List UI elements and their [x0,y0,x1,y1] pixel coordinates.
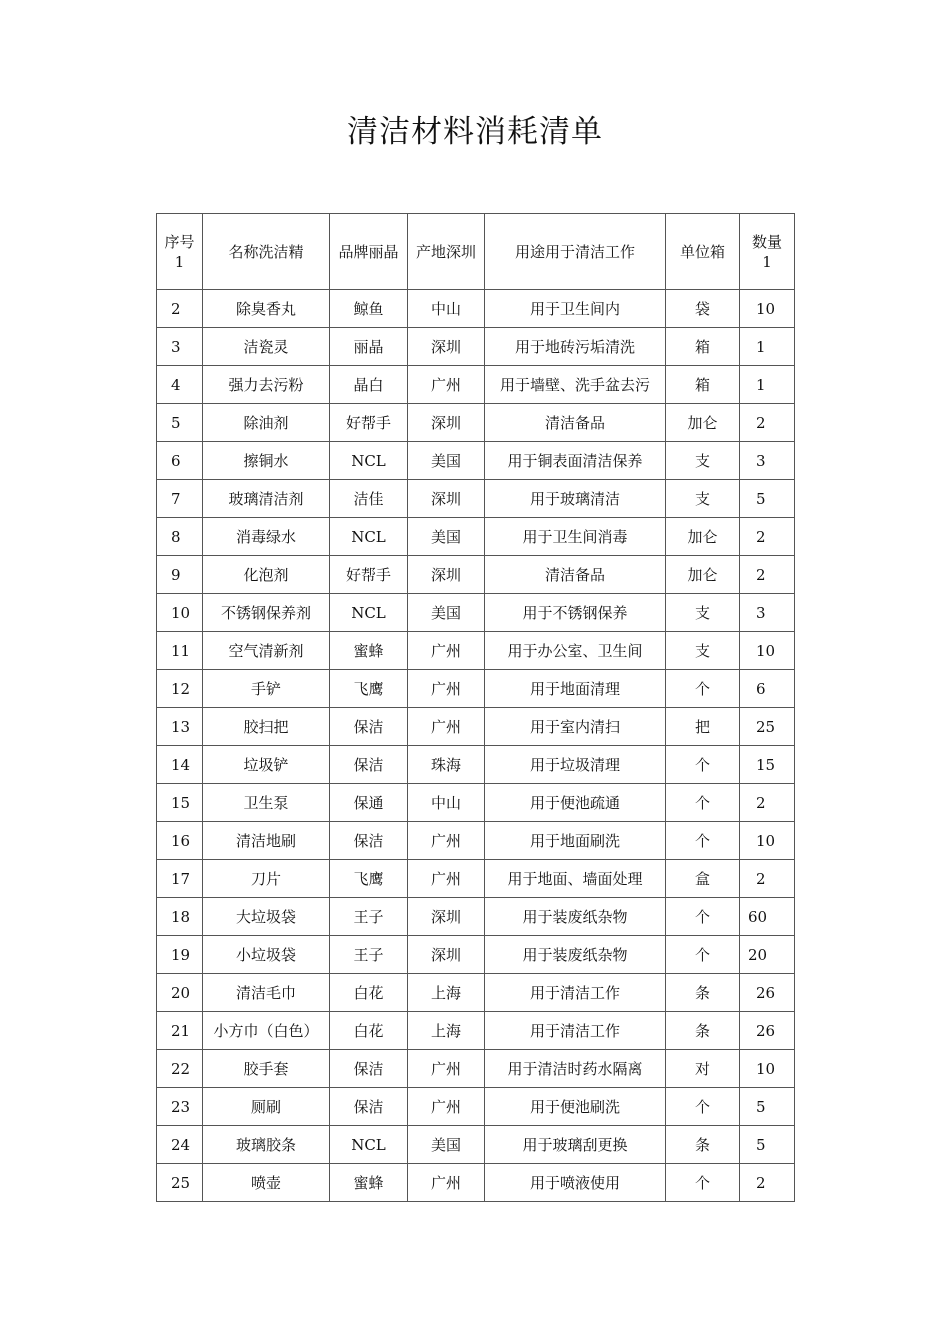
cell-seq: 6 [157,442,203,480]
cell-origin: 上海 [408,974,485,1012]
cell-qty: 5 [740,1126,795,1164]
cell-brand: 保洁 [330,822,408,860]
cell-origin: 深圳 [408,404,485,442]
cell-qty: 2 [740,518,795,556]
cell-origin: 广州 [408,1050,485,1088]
cell-unit: 支 [666,594,740,632]
cell-name: 胶手套 [203,1050,330,1088]
cell-brand: 白花 [330,1012,408,1050]
cell-name: 喷壶 [203,1164,330,1202]
cell-brand: 好帮手 [330,556,408,594]
table-row [157,784,795,822]
cell-origin: 珠海 [408,746,485,784]
cell-seq: 7 [157,480,203,518]
cell-use: 用于地面、墙面处理 [485,860,666,898]
cell-unit: 把 [666,708,740,746]
cell-use: 用于玻璃刮更换 [485,1126,666,1164]
table-row [157,632,795,670]
cell-use: 用于卫生间消毒 [485,518,666,556]
cell-use: 用于喷液使用 [485,1164,666,1202]
cell-name: 厕刷 [203,1088,330,1126]
cell-unit: 个 [666,670,740,708]
table-row [157,1088,795,1126]
cell-unit: 袋 [666,290,740,328]
table-row [157,556,795,594]
table-row [157,480,795,518]
cell-unit: 加仑 [666,404,740,442]
cell-use: 用于装废纸杂物 [485,936,666,974]
cell-origin: 深圳 [408,328,485,366]
cell-qty: 3 [740,594,795,632]
cell-name: 强力去污粉 [203,366,330,404]
cell-use: 用于地面清理 [485,670,666,708]
cell-qty: 2 [740,784,795,822]
header-brand: 品牌丽晶 [330,214,408,290]
cell-brand: NCL [330,594,408,632]
cell-origin: 美国 [408,442,485,480]
cell-name: 空气清新剂 [203,632,330,670]
cell-name: 清洁地刷 [203,822,330,860]
header-use: 用途用于清洁工作 [485,214,666,290]
header-seq-first: 1 [174,252,185,271]
cell-seq: 20 [157,974,203,1012]
cell-qty: 2 [740,860,795,898]
cell-qty: 60 [740,898,795,936]
cell-origin: 深圳 [408,936,485,974]
cell-use: 用于铜表面清洁保养 [485,442,666,480]
header-seq-label: 序号 [164,232,195,251]
cell-brand: 洁佳 [330,480,408,518]
cell-seq: 2 [157,290,203,328]
cell-qty: 10 [740,1050,795,1088]
cell-use: 用于垃圾清理 [485,746,666,784]
cell-seq: 14 [157,746,203,784]
cell-seq: 18 [157,898,203,936]
cell-name: 手铲 [203,670,330,708]
cell-brand: 王子 [330,898,408,936]
cell-use: 用于墙壁、洗手盆去污 [485,366,666,404]
table-row [157,442,795,480]
table-row [157,328,795,366]
cell-origin: 广州 [408,860,485,898]
table-row [157,898,795,936]
table-row [157,670,795,708]
table-header-row [157,214,795,290]
cell-qty: 26 [740,974,795,1012]
cell-unit: 个 [666,936,740,974]
cell-unit: 条 [666,1126,740,1164]
cell-unit: 个 [666,1164,740,1202]
cell-seq: 13 [157,708,203,746]
cell-origin: 美国 [408,594,485,632]
header-seq [157,214,203,290]
table-row [157,404,795,442]
cell-name: 清洁毛巾 [203,974,330,1012]
cell-name: 擦铜水 [203,442,330,480]
cell-qty: 20 [740,936,795,974]
cell-unit: 个 [666,1088,740,1126]
cell-use: 用于便池刷洗 [485,1088,666,1126]
table-row [157,936,795,974]
cell-qty: 5 [740,1088,795,1126]
cell-use: 用于不锈钢保养 [485,594,666,632]
cell-unit: 个 [666,746,740,784]
cell-brand: NCL [330,518,408,556]
cell-use: 用于办公室、卫生间 [485,632,666,670]
cell-qty: 10 [740,822,795,860]
cell-unit: 加仑 [666,518,740,556]
cell-qty: 6 [740,670,795,708]
cell-qty: 25 [740,708,795,746]
cell-brand: 飞鹰 [330,670,408,708]
table-row [157,366,795,404]
cell-use: 清洁备品 [485,404,666,442]
header-qty-first: 1 [762,252,772,271]
cell-name: 大垃圾袋 [203,898,330,936]
header-origin: 产地深圳 [408,214,485,290]
cell-seq: 5 [157,404,203,442]
cell-name: 胶扫把 [203,708,330,746]
table-row [157,1012,795,1050]
cell-brand: 保洁 [330,1050,408,1088]
cell-unit: 箱 [666,366,740,404]
consumables-table [156,213,795,1202]
cell-brand: 王子 [330,936,408,974]
cell-qty: 26 [740,1012,795,1050]
cell-name: 垃圾铲 [203,746,330,784]
cell-brand: NCL [330,442,408,480]
table-row [157,290,795,328]
cell-use: 清洁备品 [485,556,666,594]
cell-origin: 广州 [408,708,485,746]
cell-unit: 支 [666,480,740,518]
cell-brand: 丽晶 [330,328,408,366]
cell-name: 化泡剂 [203,556,330,594]
header-qty-label: 数量 [751,232,782,251]
cell-origin: 美国 [408,1126,485,1164]
table-row [157,1050,795,1088]
table-row [157,594,795,632]
table-row [157,1164,795,1202]
cell-seq: 25 [157,1164,203,1202]
cell-seq: 19 [157,936,203,974]
cell-brand: 保洁 [330,708,408,746]
cell-origin: 美国 [408,518,485,556]
cell-seq: 10 [157,594,203,632]
cell-qty: 2 [740,1164,795,1202]
cell-qty: 2 [740,556,795,594]
cell-name: 洁瓷灵 [203,328,330,366]
cell-name: 除油剂 [203,404,330,442]
cell-unit: 个 [666,822,740,860]
header-qty [740,214,795,290]
cell-brand: 蜜蜂 [330,632,408,670]
document-title: 清洁材料消耗清单 [347,114,603,150]
cell-seq: 15 [157,784,203,822]
cell-qty: 10 [740,632,795,670]
table-row [157,1126,795,1164]
cell-origin: 中山 [408,784,485,822]
cell-origin: 深圳 [408,898,485,936]
cell-name: 小垃圾袋 [203,936,330,974]
cell-seq: 22 [157,1050,203,1088]
cell-seq: 8 [157,518,203,556]
cell-unit: 箱 [666,328,740,366]
table-row [157,860,795,898]
cell-use: 用于装废纸杂物 [485,898,666,936]
cell-brand: 白花 [330,974,408,1012]
cell-origin: 深圳 [408,556,485,594]
header-unit: 单位箱 [666,214,740,290]
cell-use: 用于清洁工作 [485,1012,666,1050]
cell-unit: 条 [666,1012,740,1050]
cell-origin: 广州 [408,1088,485,1126]
cell-qty: 2 [740,404,795,442]
cell-origin: 广州 [408,1164,485,1202]
cell-name: 刀片 [203,860,330,898]
cell-name: 玻璃清洁剂 [203,480,330,518]
table-row [157,822,795,860]
cell-origin: 广州 [408,670,485,708]
cell-brand: 保洁 [330,1088,408,1126]
cell-unit: 对 [666,1050,740,1088]
cell-brand: 保通 [330,784,408,822]
cell-use: 用于地面刷洗 [485,822,666,860]
header-name: 名称洗洁精 [203,214,330,290]
cell-seq: 9 [157,556,203,594]
cell-brand: 鲸鱼 [330,290,408,328]
cell-origin: 上海 [408,1012,485,1050]
cell-seq: 3 [157,328,203,366]
cell-use: 用于玻璃清洁 [485,480,666,518]
cell-unit: 盒 [666,860,740,898]
cell-brand: 蜜蜂 [330,1164,408,1202]
cell-use: 用于室内清扫 [485,708,666,746]
cell-use: 用于清洁时药水隔离 [485,1050,666,1088]
cell-seq: 21 [157,1012,203,1050]
cell-seq: 24 [157,1126,203,1164]
cell-unit: 个 [666,898,740,936]
cell-name: 除臭香丸 [203,290,330,328]
table-row [157,746,795,784]
table-row [157,518,795,556]
cell-unit: 条 [666,974,740,1012]
cell-brand: 飞鹰 [330,860,408,898]
table-row [157,708,795,746]
cell-use: 用于便池疏通 [485,784,666,822]
cell-qty: 1 [740,328,795,366]
cell-unit: 支 [666,442,740,480]
cell-brand: 好帮手 [330,404,408,442]
cell-use: 用于卫生间内 [485,290,666,328]
cell-name: 消毒绿水 [203,518,330,556]
cell-name: 小方巾（白色） [203,1012,330,1050]
cell-unit: 加仑 [666,556,740,594]
cell-origin: 广州 [408,822,485,860]
cell-unit: 支 [666,632,740,670]
cell-qty: 5 [740,480,795,518]
cell-seq: 16 [157,822,203,860]
cell-use: 用于清洁工作 [485,974,666,1012]
cell-brand: 保洁 [330,746,408,784]
cell-seq: 17 [157,860,203,898]
cell-brand: NCL [330,1126,408,1164]
cell-unit: 个 [666,784,740,822]
cell-qty: 15 [740,746,795,784]
cell-origin: 深圳 [408,480,485,518]
table-row [157,974,795,1012]
cell-origin: 广州 [408,632,485,670]
cell-origin: 中山 [408,290,485,328]
cell-brand: 晶白 [330,366,408,404]
cell-name: 玻璃胶条 [203,1126,330,1164]
cell-name: 卫生泵 [203,784,330,822]
cell-origin: 广州 [408,366,485,404]
cell-qty: 10 [740,290,795,328]
cell-seq: 4 [157,366,203,404]
cell-name: 不锈钢保养剂 [203,594,330,632]
cell-seq: 12 [157,670,203,708]
cell-use: 用于地砖污垢清洗 [485,328,666,366]
cell-qty: 1 [740,366,795,404]
cell-seq: 11 [157,632,203,670]
cell-qty: 3 [740,442,795,480]
cell-seq: 23 [157,1088,203,1126]
